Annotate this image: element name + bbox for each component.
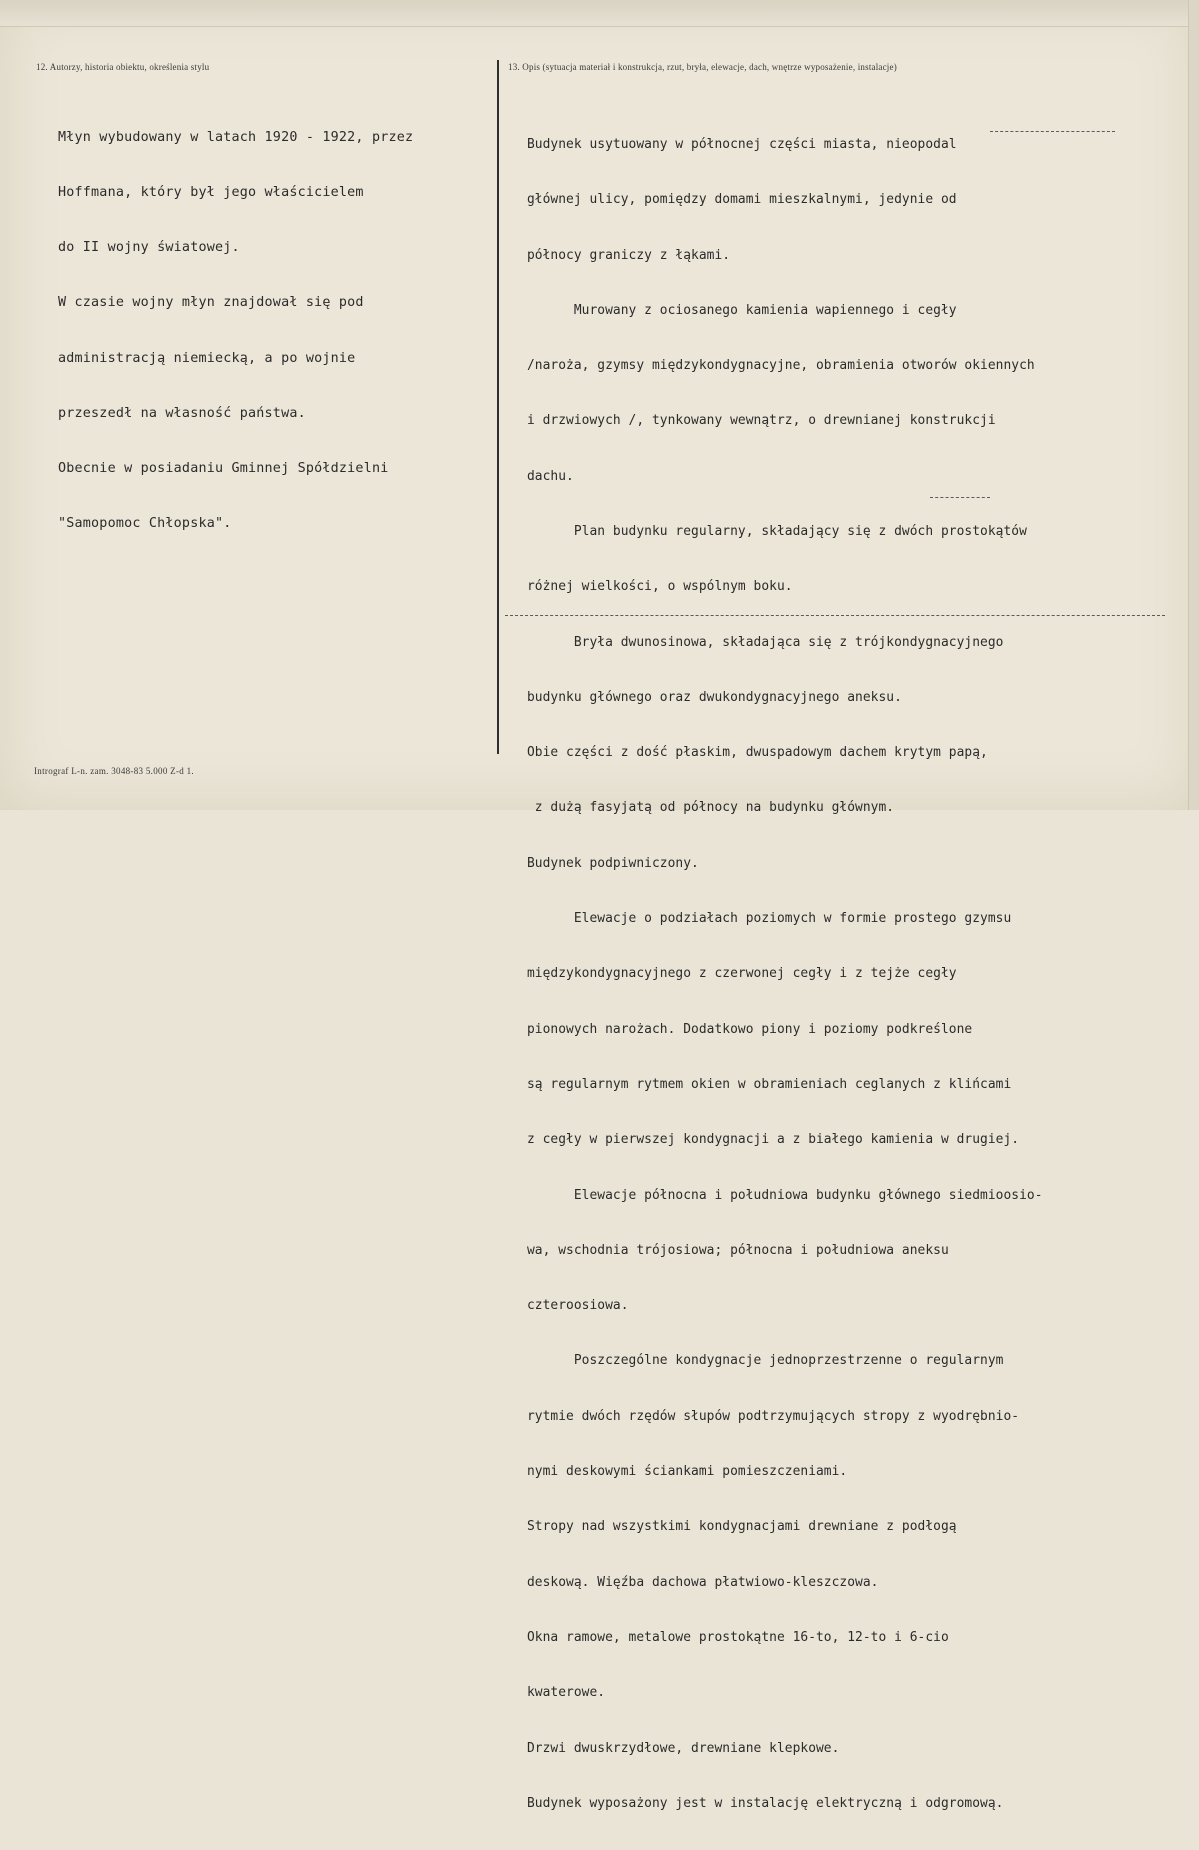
text-line: Elewacje północna i południowa budynku głównego siedmioosio- <box>527 1187 1043 1203</box>
text-line: Elewacje o podziałach poziomych w formie prostego gzymsu <box>527 911 1012 927</box>
text-line: Budynek podpiwniczony. <box>527 855 699 871</box>
text-line: Stropy nad wszystkimi kondygnacjami drewniane z podłogą <box>527 1519 957 1535</box>
typed-closing-rule <box>505 615 1165 616</box>
text-line: z cegły w pierwszej kondygnacji a z białego kamienia w drugiej. <box>527 1132 1020 1148</box>
text-line: i drzwiowych /, tynkowany wewnątrz, o drewnianej konstrukcji <box>527 413 996 429</box>
text-line: kwaterowe. <box>527 1685 606 1701</box>
text-line: do II wojny światowej. <box>58 240 240 256</box>
typed-underline <box>930 497 990 498</box>
page-right-edge <box>1188 0 1199 810</box>
text-line: deskową. Więźba dachowa płatwiowo-kleszczowa. <box>527 1574 879 1590</box>
text-line: głównej ulicy, pomiędzy domami mieszkalnymi, jedynie od <box>527 192 957 208</box>
text-line: administracją niemiecką, a po wojnie <box>58 350 356 366</box>
text-line: Murowany z ociosanego kamienia wapiennego i cegły <box>527 302 957 318</box>
text-line: Budynek usytuowany w północnej części miasta, nieopodal <box>527 136 957 152</box>
section-12-heading: 12. Autorzy, historia obiektu, określenia stylu <box>36 62 210 72</box>
text-line: Obecnie w posiadaniu Gminnej Spółdzielni <box>58 461 389 477</box>
text-line: są regularnym rytmem okien w obramieniach ceglanych z klińcami <box>527 1076 1012 1092</box>
text-line: rytmie dwóch rzędów słupów podtrzymujących stropy z wyodrębnio- <box>527 1408 1020 1424</box>
page-top-edge <box>0 0 1199 27</box>
printer-imprint: Intrograf L-n. zam. 3048-83 5.000 Z-d 1. <box>34 766 194 776</box>
text-line: Plan budynku regularny, składający się z dwóch prostokątów <box>527 523 1027 539</box>
text-line: Okna ramowe, metalowe prostokątne 16-to, 12-to i 6-cio <box>527 1629 949 1645</box>
text-line: /naroża, gzymsy międzykondygnacyjne, obramienia otworów okiennych <box>527 358 1035 374</box>
text-line: czteroosiowa. <box>527 1298 629 1314</box>
text-line: Drzwi dwuskrzydłowe, drewniane klepkowe. <box>527 1740 840 1756</box>
text-line: "Samopomoc Chłopska". <box>58 516 232 532</box>
authors-history-text <box>58 92 413 570</box>
text-line: budynku głównego oraz dwukondygnacyjnego aneksu. <box>527 689 902 705</box>
text-line: wa, wschodnia trójosiowa; północna i południowa aneksu <box>527 1242 949 1258</box>
text-line: różnej wielkości, o wspólnym boku. <box>527 579 793 595</box>
text-line: Poszczególne kondygnacje jednoprzestrzenne o regularnym <box>527 1353 1004 1369</box>
text-line: Młyn wybudowany w latach 1920 - 1922, przez <box>58 129 414 145</box>
text-line: Bryła dwunosinowa, składająca się z trójkondygnacyjnego <box>527 634 1004 650</box>
text-line: przeszedł na własność państwa. <box>58 405 306 421</box>
typed-underline <box>990 131 1115 132</box>
text-line: Obie części z dość płaskim, dwuspadowym dachem krytym papą, <box>527 745 988 761</box>
description-text <box>527 99 1043 1850</box>
text-line: Hoffmana, który był jego właścicielem <box>58 185 364 201</box>
text-line: pionowych narożach. Dodatkowo piony i poziomy podkreślone <box>527 1021 973 1037</box>
text-line: W czasie wojny młyn znajdował się pod <box>58 295 364 311</box>
text-line: nymi deskowymi ściankami pomieszczeniami. <box>527 1464 848 1480</box>
section-13-heading: 13. Opis (sytuacja materiał i konstrukcja, rzut, bryła, elewacje, dach, wnętrze wyposażenie, instalacje) <box>508 62 897 72</box>
text-line: północy graniczy z łąkami. <box>527 247 731 263</box>
text-line: dachu. <box>527 468 574 484</box>
text-line: międzykondygnacyjnego z czerwonej cegły i z tejże cegły <box>527 966 957 982</box>
column-divider <box>497 60 499 754</box>
text-line: Budynek wyposażony jest w instalację elektryczną i odgromową. <box>527 1795 1004 1811</box>
text-line: z dużą fasyjatą od północy na budynku głównym. <box>527 800 895 816</box>
